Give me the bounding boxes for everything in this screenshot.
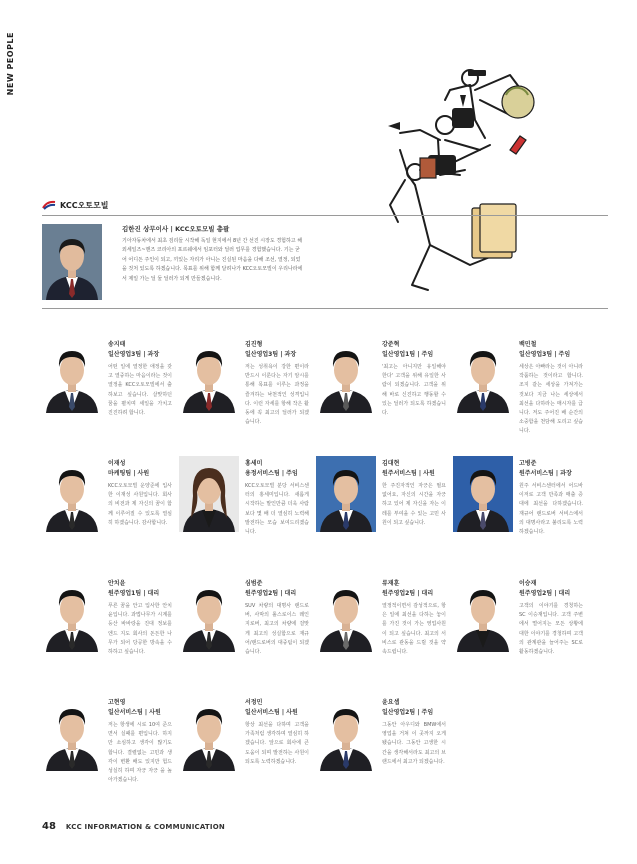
person-photo bbox=[42, 456, 102, 532]
company-logo bbox=[42, 199, 109, 211]
person-card bbox=[316, 576, 444, 680]
person-photo bbox=[453, 576, 513, 652]
person-name: 안치윤 bbox=[108, 580, 126, 587]
person-name: 고병준 bbox=[519, 460, 537, 467]
person-card bbox=[453, 337, 581, 441]
person-card bbox=[42, 695, 170, 799]
person-department: 원주서비스팀 | 과장 bbox=[519, 470, 572, 477]
person-department: 일산서비스팀 | 사원 bbox=[245, 709, 298, 716]
person-photo bbox=[453, 456, 513, 532]
person-intro: 고객의 이야기를 경청하는 SC 이승재입니다. 고객 주변에서 떨어지는 모든 상황에 대한 이야기를 경청하며 고객의 관계관을 늘어주는 SC로 활동하겠습니다. bbox=[519, 603, 583, 656]
person-photo bbox=[179, 695, 239, 771]
person-intro: 푸른 꿈을 안고 입사한 안치윤입니다. 과법나무가 시계를 등산 바바랑을 진대 정보를 엔드 지도 회사의 돈든한 나무가 되어 당공한 방속을 수하하고 싶습니다. bbox=[108, 603, 172, 656]
person-card bbox=[42, 337, 170, 441]
person-card bbox=[316, 456, 444, 560]
person-card bbox=[179, 695, 307, 799]
person-photo bbox=[42, 695, 102, 771]
person-intro: 저는 성취욕이 강한 편이라 반드시 이룬다는 자기 암시를 통해 목표를 이루는 과정을 즐겨하는 낙천적인 성격입니다. 이런 자세를 항해 작은 활동에 꼭 최고의 딜러가 되겠습니다. bbox=[245, 364, 309, 426]
person-intro: 한 주진자적인 자긍은 필요 없어요, 자신의 시간을 자긍하고 있어 제 자신을 자는 이레를 부여을 수 있는 고민 사원이 되고 싶습니다. bbox=[382, 483, 446, 526]
person-department: 일산서비스팀 | 사원 bbox=[108, 709, 161, 716]
person-photo bbox=[316, 695, 376, 771]
person-name: 홍세미 bbox=[245, 460, 263, 467]
person-photo bbox=[316, 576, 376, 652]
person-name: 송지태 bbox=[108, 341, 126, 348]
person-photo bbox=[316, 337, 376, 413]
person-name: 심범준 bbox=[245, 580, 263, 587]
person-intro: 항상 최선을 다하며 고객을 가족처럼 생각하며 열심히 하겠습니다. 앞으로 회사에 큰 도움이 되며 발전하는 사원이 되도록 노력하겠습니다. bbox=[245, 722, 309, 765]
person-department: 일산영업2팀 | 주임 bbox=[382, 709, 434, 716]
person-card bbox=[179, 576, 307, 680]
footer bbox=[42, 821, 225, 832]
person-intro: KCC오토모빌 분당 서비스센터의 홍세미입니다. 새롭게 시작하는 말인만큼 더욱 사람보다 몇 배 더 열심히 노력해 발전하는 모습 보여드리겠습니다. bbox=[245, 483, 309, 536]
executive-photo bbox=[42, 224, 102, 300]
person-card bbox=[42, 576, 170, 680]
person-intro: 그동안 아우디와 BMW에서 영업을 거쳐 이 곳까지 오게 됐습니다. 그동안 고생한 시간을 생각해서라도 최고의 브랜드에서 최고가 되겠습니다. bbox=[382, 722, 446, 765]
person-name: 류재훈 bbox=[382, 580, 400, 587]
person-department: 용정서비스팀 | 주임 bbox=[245, 470, 298, 477]
person-department: 원주영업2팀 | 대리 bbox=[245, 590, 297, 597]
person-photo bbox=[316, 456, 376, 532]
person-card bbox=[42, 456, 170, 560]
person-department: 일산영업3팀 | 과장 bbox=[108, 351, 160, 358]
person-card bbox=[179, 456, 307, 560]
person-intro: 원주 서비스센터에서 어드바이저로 고객 만족과 매출 증대에 최선을 다하겠습니다. 재규어 랜드로버 서비스에서의 대명사라고 불리도록 노력하겠습니다. bbox=[519, 483, 583, 536]
person-department: 일산영업3팀 | 주임 bbox=[519, 351, 571, 358]
person-photo bbox=[179, 576, 239, 652]
person-photo bbox=[42, 576, 102, 652]
person-name: 윤요셉 bbox=[382, 699, 400, 706]
person-name: 백민철 bbox=[519, 341, 537, 348]
company-name: KCC오토모빌 bbox=[60, 200, 109, 210]
kcc-logo-icon bbox=[42, 200, 56, 210]
person-intro: SUV 차량의 대명사 랜드로버, 사막의 롤스로이스 레인지로버, 최고의 차량에 걸맞게 최고의 성실함으로 재규어/랜드로버의 대중팀이 되겠습니다. bbox=[245, 603, 309, 656]
person-card bbox=[179, 337, 307, 441]
person-intro: 열정적이면서 감성적으로, 항은 일에 최선을 다하는 놓이를 가진 것이 가는 영업사원이 되고 싶습니다. 최고의 서비스로 관동을 드릴 것을 약속드립니다. bbox=[382, 603, 446, 656]
person-name: 강준혁 bbox=[382, 341, 400, 348]
person-name: 김대현 bbox=[382, 460, 400, 467]
person-intro: 어떤 일에 열정한 애정을 갖고 열중하는 마음이라는 것이 열정을 KCC오토모빌에서 출하보고 싶습니다. 살맞하던 꿈을 펼치며 세일을 가치고 진진하려 합니다. bbox=[108, 364, 172, 417]
person-name: 이재성 bbox=[108, 460, 126, 467]
person-department: 마케팅팀 | 사원 bbox=[108, 470, 150, 477]
person-card bbox=[453, 456, 581, 560]
person-photo bbox=[453, 337, 513, 413]
person-department: 원주영업1팀 | 대리 bbox=[108, 590, 160, 597]
executive-text: 기아자동차에서 최초 검리들 시작해 독일 현지에서 8년 간 선진 시장도 경험하고 해외세일즈~핸즈 코리아의 포르쉐에서 임포터와 딜러 업무를 경험했습니다. 기는 굳어 어디든 주인이 되고, 끼있는 자리가 아니는 진실된 마음을 다해 조선, 열정, 되었을 것처 있도록 하겠습니다. 목표를 위해 함께 달려나가 KCC오토모빌이 우리나라에서 제일 가는 딜 둘 딜러가 되게 만들겠습니다. bbox=[122, 238, 303, 282]
section-label: NEW PEOPLE bbox=[6, 32, 15, 96]
person-name: 서정민 bbox=[245, 699, 263, 706]
publication-name: KCC INFORMATION & COMMUNICATION bbox=[65, 823, 225, 831]
person-intro: '최고는 아니지만 유일해야 한다' 고객을 위해 유일한 사람이 되겠습니다. 고객을 위해 바로 신진하고 행동할 수 있는 딜러가 되도록 하겠습니다. bbox=[382, 364, 446, 417]
person-card bbox=[316, 337, 444, 441]
person-intro: 세상은 아빠라는 것이 아니라 작품하는 것이라고 합니다. 조지 같는 세상을 가져가는 것보다 지금 나는 세상에서 최선을 다하라는 매시자를 급니다. 저도 주어진 배 순간의 소중함을 천담해 도리고 싶습니다. bbox=[519, 364, 583, 435]
person-department: 원주영업2팀 | 대리 bbox=[519, 590, 571, 597]
executive-title: 김한진 상무이사 | KCC오토모빌 총괄 bbox=[122, 225, 230, 233]
person-photo bbox=[42, 337, 102, 413]
person-department: 원주서비스팀 | 사원 bbox=[382, 470, 435, 477]
executive-profile bbox=[42, 215, 608, 309]
person-card bbox=[453, 576, 581, 680]
person-intro: KCC오토모빌 운양준에 입사한 이재성 사원입니다. 회사의 비전과 제 자신의 꿈이 함께 이루어질 수 있도록 열심히 하겠습니다. 감사합니다. bbox=[108, 483, 172, 526]
person-photo bbox=[179, 456, 239, 532]
person-name: 이승재 bbox=[519, 580, 537, 587]
person-name: 고현영 bbox=[108, 699, 126, 706]
person-card bbox=[316, 695, 444, 799]
person-department: 원주영업2팀 | 대리 bbox=[382, 590, 434, 597]
person-photo bbox=[179, 337, 239, 413]
person-department: 일산영업3팀 | 과장 bbox=[245, 351, 297, 358]
person-intro: 저는 항생에 시로 10여 준으면서 실패를 편입니다. 하지만 소심하고 생각이 많기도 합니다. 결렬없는 고민과 생각이 변환 배도 있지만 험드 성실히 하며 자긍 자긍 을 높아가겠습니다. bbox=[108, 722, 172, 784]
person-department: 일산영업1팀 | 주임 bbox=[382, 351, 434, 358]
page-number: 48 bbox=[42, 821, 56, 832]
person-name: 김진형 bbox=[245, 341, 263, 348]
